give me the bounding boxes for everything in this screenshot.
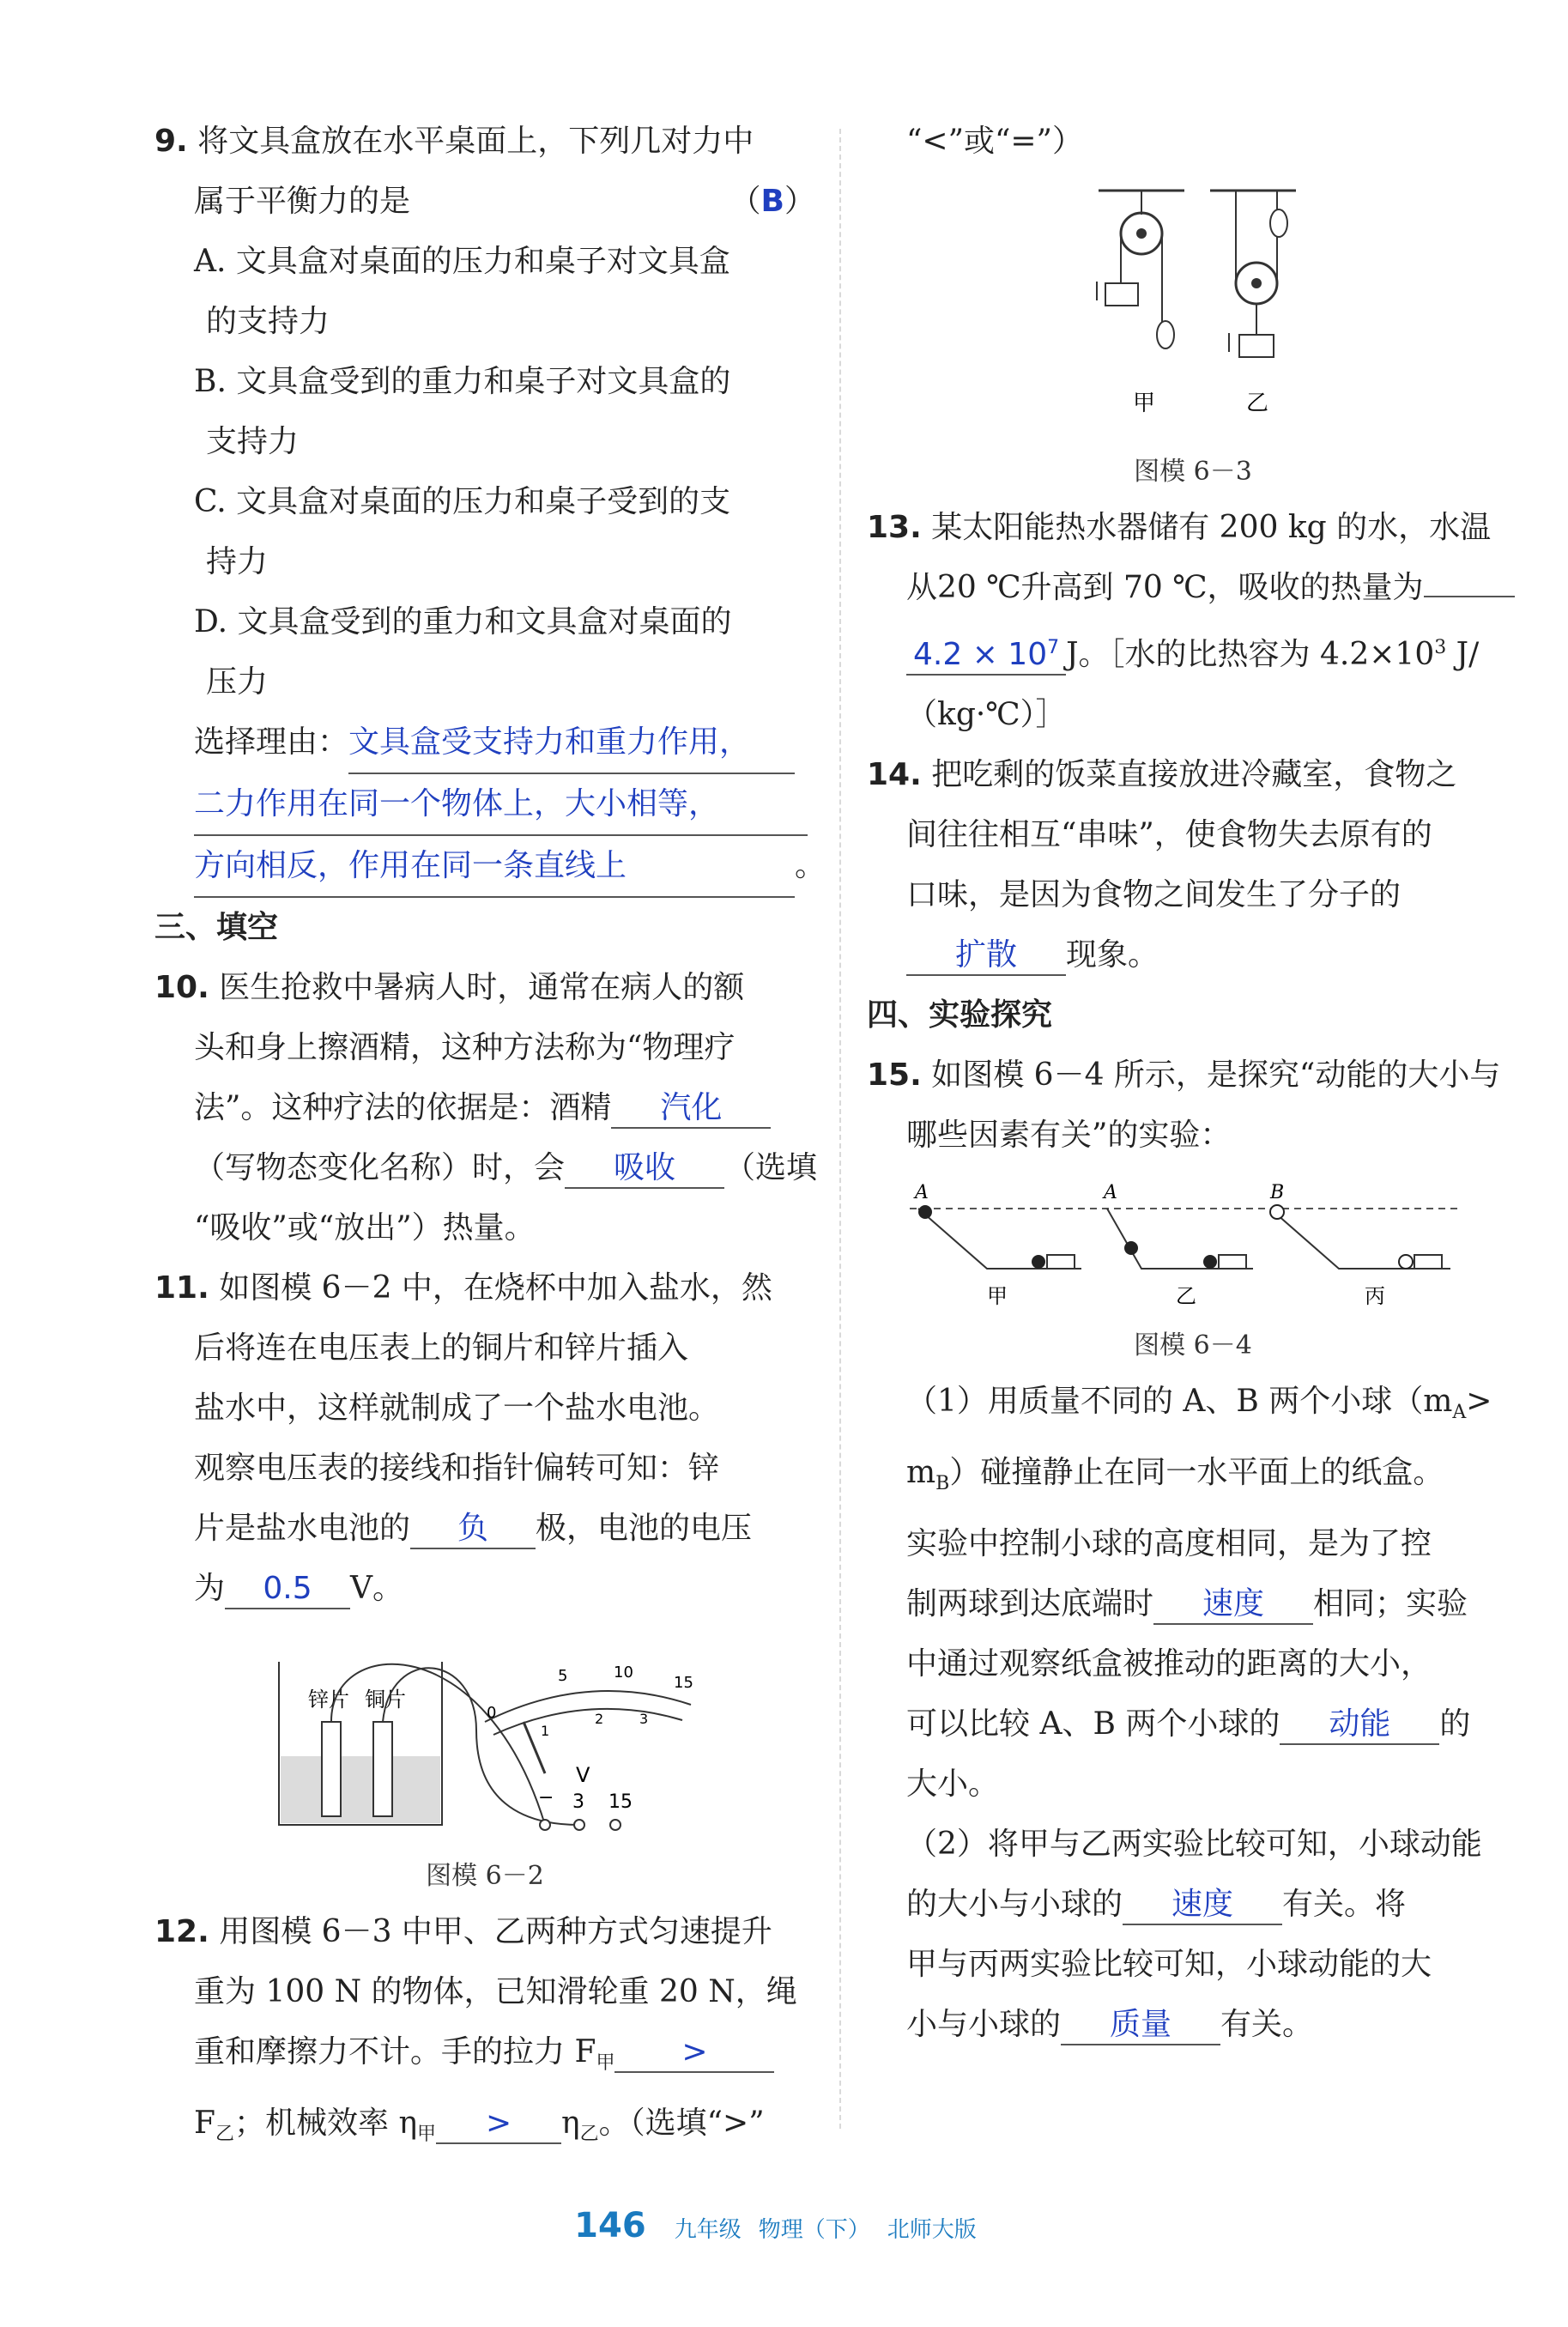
pulley-axle [1136,228,1147,239]
hand-icon [1270,209,1287,237]
answer-blank [906,629,1066,676]
paper-box [1414,1255,1442,1269]
reason-answer-2: 二力作用在同一个物体上，大小相等， [194,774,808,836]
question-9 [154,112,826,898]
question-text: 观察电压表的接线和指针偏转可知：锌 [194,1451,720,1486]
tick-label: 5 [558,1667,568,1685]
answer-blank: 速度 [1153,1585,1313,1625]
tick-label: 1 [541,1723,550,1739]
paren: ） [784,184,815,219]
ball [918,1205,932,1219]
question-text: “<”或“=”） [906,124,1083,159]
question-text: 用图模 6－3 中甲、乙两种方式匀速提升 [219,1914,772,1949]
subscript: A [1452,1402,1467,1424]
ball [1399,1255,1413,1269]
question-number: 15. [867,1057,922,1093]
paper-box [1047,1255,1075,1269]
pulley-axle [1251,278,1262,288]
reason-label: 选择理由： [194,724,349,760]
figure-caption: 图模 6－3 [1134,457,1252,487]
subscript: B [935,1473,950,1495]
question-number: 10. [154,970,209,1005]
terminal [610,1820,621,1830]
question-text: 为 [194,1571,226,1606]
subscript: 甲 [596,2052,615,2075]
answer-blank: 质量 [1061,2006,1220,2045]
question-text: （选填 [724,1150,818,1185]
dial-scale [485,1691,691,1722]
tick-label: 0 [487,1704,497,1722]
subscript: 乙 [579,2124,599,2146]
figure-label: 乙 [1176,1284,1196,1308]
question-text: 头和身上擦酒精，这种方法称为“物理疗 [194,1030,736,1065]
question-text: 制两球到达底端时 [906,1586,1154,1622]
edition-label: 北师大版 [887,2217,977,2243]
answer-blank: > [614,2033,774,2073]
question-text: （kg·℃）］ [906,697,1067,732]
terminal-label: − [538,1787,554,1809]
answer-blank: 汽化 [611,1089,771,1129]
paper-box [1219,1255,1246,1269]
ball-label: A [1104,1182,1117,1203]
right-column [867,112,1519,2055]
answer-blank: 扩散 [906,936,1066,976]
question-text: 如图模 6－2 中，在烧杯中加入盐水，然 [219,1270,772,1306]
terminal [574,1820,584,1830]
question-text: 中通过观察纸盒被推动的距离的大小， [906,1646,1432,1682]
figure-kinetic-energy [893,1174,1493,1320]
question-number: 12. [154,1914,209,1949]
subject-label: 物理（下） [758,2217,870,2243]
answer-value: 4.2 × 10 [913,637,1048,672]
question-text: 。（选填“>” [598,2106,765,2142]
ball-label: A [915,1182,929,1203]
question-text: 某太阳能热水器储有 200 kg 的水，水温 [931,510,1492,545]
question-text: 哪些因素有关”的实验： [906,1118,1232,1153]
figure-salt-battery [262,1627,708,1851]
question-text: 盐水中，这样就制成了一个盐水电池。 [194,1391,720,1426]
figure-pulleys [1064,180,1322,446]
question-text: 把吃剩的饭菜直接放进冷藏室，食物之 [931,757,1457,792]
copper-label: 铜片 [365,1688,406,1712]
question-14 [867,745,1519,985]
question-number: 13. [867,510,922,545]
question-text: 间往往相互“串味”，使食物失去原有的 [906,817,1432,852]
zinc-label: 锌片 [308,1688,349,1712]
answer-exponent: 7 [1047,637,1060,658]
question-text: V。 [350,1571,404,1606]
option-d-cont: 压力 [206,664,269,700]
terminal [540,1820,550,1830]
question-text: ；机械效率 η [234,2106,418,2142]
answer-blank: 负 [410,1510,536,1549]
question-text: 的 [1439,1706,1471,1742]
question-text: 后将连在电压表上的铜片和锌片插入 [194,1330,689,1366]
question-10 [154,958,818,1258]
option-b: B. 文具盒受到的重力和桌子对文具盒的 [194,364,731,399]
question-text: 口味，是因为食物之间发生了分子的 [906,877,1402,912]
option-c: C. 文具盒对桌面的压力和桌子受到的支 [194,484,731,519]
figure-label: 甲 [987,1284,1008,1308]
question-text: 从20 ℃升高到 70 ℃，吸收的热量为 [906,570,1424,605]
tick-label: 2 [595,1711,604,1727]
ball [1032,1255,1045,1269]
figure-label: 丙 [1365,1284,1385,1308]
question-text: J。［水的比热容为 4.2×10 [1066,637,1435,672]
weight [1105,283,1138,306]
page-number: 146 [574,2206,646,2245]
terminal-label: 3 [572,1791,584,1813]
question-text: η [561,2106,580,2142]
copper-plate [373,1722,392,1816]
question-text: > [1466,1384,1492,1419]
reason-answer-1: 文具盒受支持力和重力作用， [348,712,795,774]
voltmeter-label: V [576,1763,590,1787]
question-text: 属于平衡力的是 [194,184,411,219]
figure-caption: 图模 6－2 [426,1861,544,1891]
subscript: 甲 [417,2124,437,2146]
subscript: 乙 [215,2124,234,2146]
question-text: 可以比较 A、B 两个小球的 [906,1706,1280,1742]
ball [1203,1255,1217,1269]
weight [1239,335,1274,357]
answer-choice: B [760,184,784,219]
tick-label: 10 [614,1663,633,1682]
question-text: 实验中控制小球的高度相同，是为了控 [906,1526,1432,1562]
question-number: 11. [154,1270,209,1306]
dial-scale-inner [493,1709,682,1735]
question-text: m [906,1455,936,1491]
question-text: 将文具盒放在水平桌面上，下列几对力中 [197,124,754,159]
question-text: 极，电池的电压 [536,1511,753,1546]
option-b-cont: 支持力 [206,424,300,459]
question-text: （2）将甲与乙两实验比较可知，小球动能 [906,1827,1482,1863]
question-text: 现象。 [1066,937,1159,973]
question-text: 重和摩擦力不计。手的拉力 F [194,2034,596,2069]
question-text: 大小。 [906,1766,1000,1803]
tick-label: 15 [674,1674,693,1692]
answer-blank: 0.5 [225,1570,350,1609]
answer-blank: 速度 [1123,1886,1282,1925]
question-text: 医生抢救中暑病人时，通常在病人的额 [219,970,745,1005]
question-text: J/ [1446,637,1480,672]
option-a: A. 文具盒对桌面的压力和桌子对文具盒 [194,244,730,279]
reason-answer-3: 方向相反，作用在同一条直线上 [194,836,795,898]
question-number: 9. [154,124,188,159]
question-text: “吸收”或“放出”）热量。 [194,1210,536,1245]
question-15 [867,1045,1519,2055]
answer-blank: 吸收 [565,1149,724,1189]
question-text: 重为 100 N 的物体，已知滑轮重 20 N，绳 [194,1974,797,2009]
page-footer [0,2206,1568,2245]
question-text: 有关。将 [1282,1887,1407,1923]
question-12 [154,1902,815,2165]
paren: （ [730,184,761,219]
column-divider [839,129,841,2129]
option-c-cont: 持力 [206,544,269,579]
hand-icon [1157,321,1174,348]
figure-label: 乙 [1246,391,1269,416]
terminal-label: 15 [608,1791,633,1813]
question-text: （写物态变化名称）时，会 [194,1150,566,1185]
figure-caption: 图模 6－4 [1134,1330,1252,1360]
left-column [154,112,826,2165]
ball-label: B [1270,1182,1285,1203]
answer-blank: 动能 [1280,1706,1439,1745]
ball [1124,1241,1138,1255]
zinc-plate [322,1722,341,1816]
section-heading-experiment: 四、实验探究 [867,997,1053,1033]
superscript: 3 [1434,637,1447,658]
question-text: 如图模 6－4 所示，是探究“动能的大小与 [931,1057,1501,1093]
question-text: F [194,2106,215,2142]
question-number: 14. [867,757,922,792]
question-text: 法”。这种疗法的依据是：酒精 [194,1090,612,1125]
grade-label: 九年级 [674,2217,742,2243]
figure-label: 甲 [1133,391,1156,416]
question-text: 的大小与小球的 [906,1887,1123,1923]
section-heading-fill: 三、填空 [154,910,279,945]
period: 。 [795,848,826,883]
question-text: ）碰撞静止在同一水平面上的纸盒。 [949,1455,1444,1491]
answer-blank: > [436,2105,561,2144]
question-text: 甲与丙两实验比较可知，小球动能的大 [906,1947,1432,1983]
answer-blank-start [1424,596,1515,597]
question-text: 相同；实验 [1313,1586,1468,1622]
tick-label: 3 [639,1711,649,1727]
question-text: 片是盐水电池的 [194,1511,411,1546]
question-text: 小与小球的 [906,2007,1062,2043]
salt-water [281,1756,440,1823]
question-text: 有关。 [1220,2007,1314,2043]
question-11 [154,1258,815,1902]
question-text: （1）用质量不同的 A、B 两个小球（m [906,1384,1453,1419]
question-13 [867,498,1519,745]
ball [1270,1205,1284,1219]
option-d: D. 文具盒受到的重力和文具盒对桌面的 [194,604,732,639]
option-a-cont: 的支持力 [206,304,330,339]
